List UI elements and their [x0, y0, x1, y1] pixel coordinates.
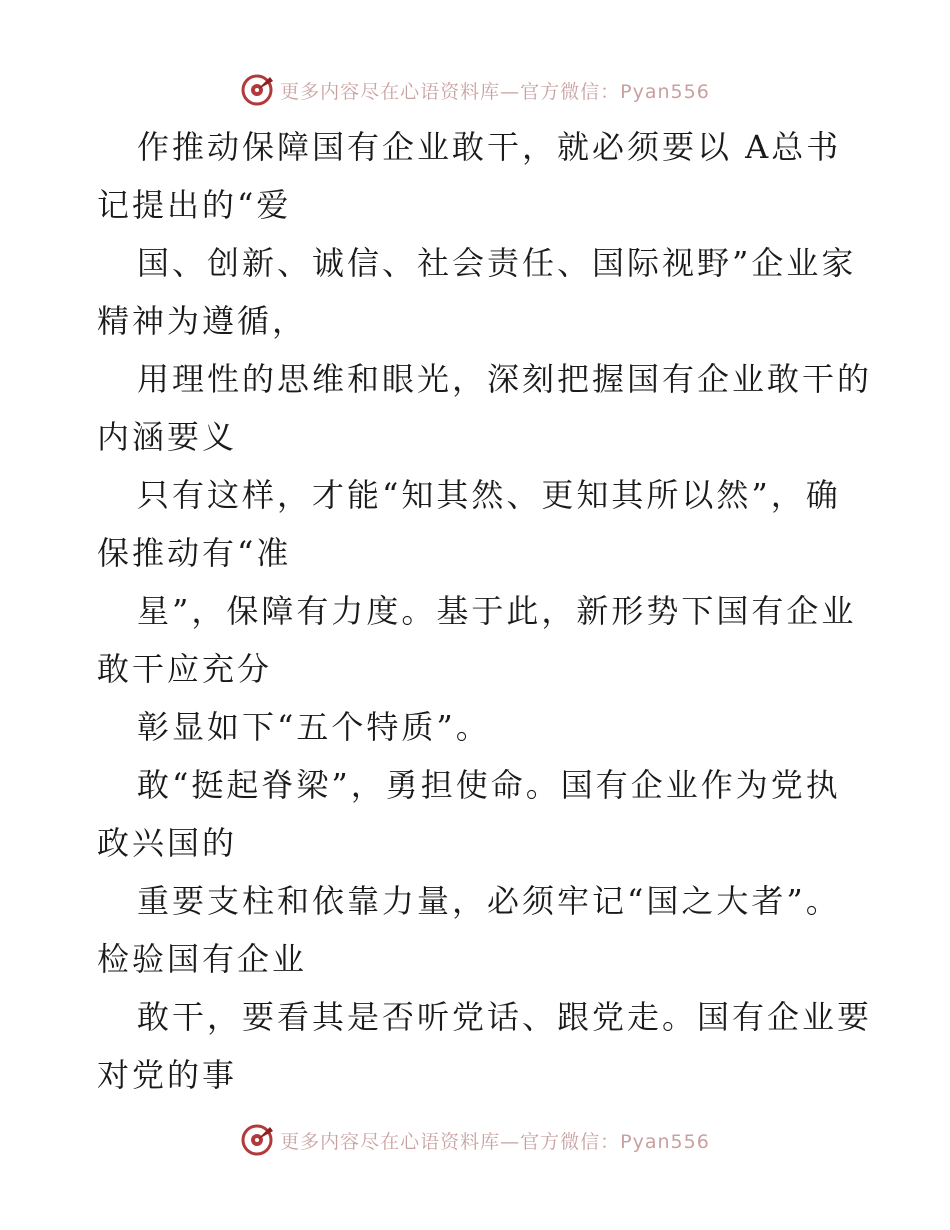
footer-banner	[0, 1120, 950, 1160]
text-line: 内涵要义	[97, 418, 238, 456]
text-line: 精神为遵循，	[97, 302, 308, 340]
pen-nib-logo-icon	[240, 1123, 274, 1157]
text-line: 敢“挺起脊梁”，勇担使命。国有企业作为党执	[137, 766, 841, 804]
banner-text: 更多内容尽在心语资料库—官方微信：Pyan556	[280, 1130, 710, 1153]
text-line: 保推动有“准	[97, 534, 292, 572]
text-line: 检验国有企业	[97, 940, 308, 978]
text-line: 重要支柱和依靠力量，必须牢记“国之大者”。	[137, 882, 841, 920]
text-line: 彰显如下“五个特质”。	[137, 708, 491, 746]
text-line: 星”，保障有力度。基于此，新形势下国有企业	[137, 592, 857, 630]
header-banner	[0, 70, 950, 110]
text-line: 只有这样，才能“知其然、更知其所以然”，确	[137, 476, 841, 514]
text-line: 对党的事	[97, 1056, 238, 1094]
banner-text: 更多内容尽在心语资料库—官方微信：Pyan556	[280, 80, 710, 103]
text-line: 记提出的“爱	[97, 186, 292, 224]
text-line: 用理性的思维和眼光，深刻把握国有企业敢干的	[137, 360, 873, 398]
text-line: 政兴国的	[97, 824, 238, 862]
document-body	[97, 118, 873, 1104]
text-line: 敢干，要看其是否听党话、跟党走。国有企业要	[137, 998, 873, 1036]
pen-nib-logo-icon	[240, 73, 274, 107]
text-line: 国、创新、诚信、社会责任、国际视野”企业家	[137, 244, 857, 282]
text-line: 作推动保障国有企业敢干，就必须要以 A总书	[137, 128, 842, 166]
text-line: 敢干应充分	[97, 650, 273, 688]
